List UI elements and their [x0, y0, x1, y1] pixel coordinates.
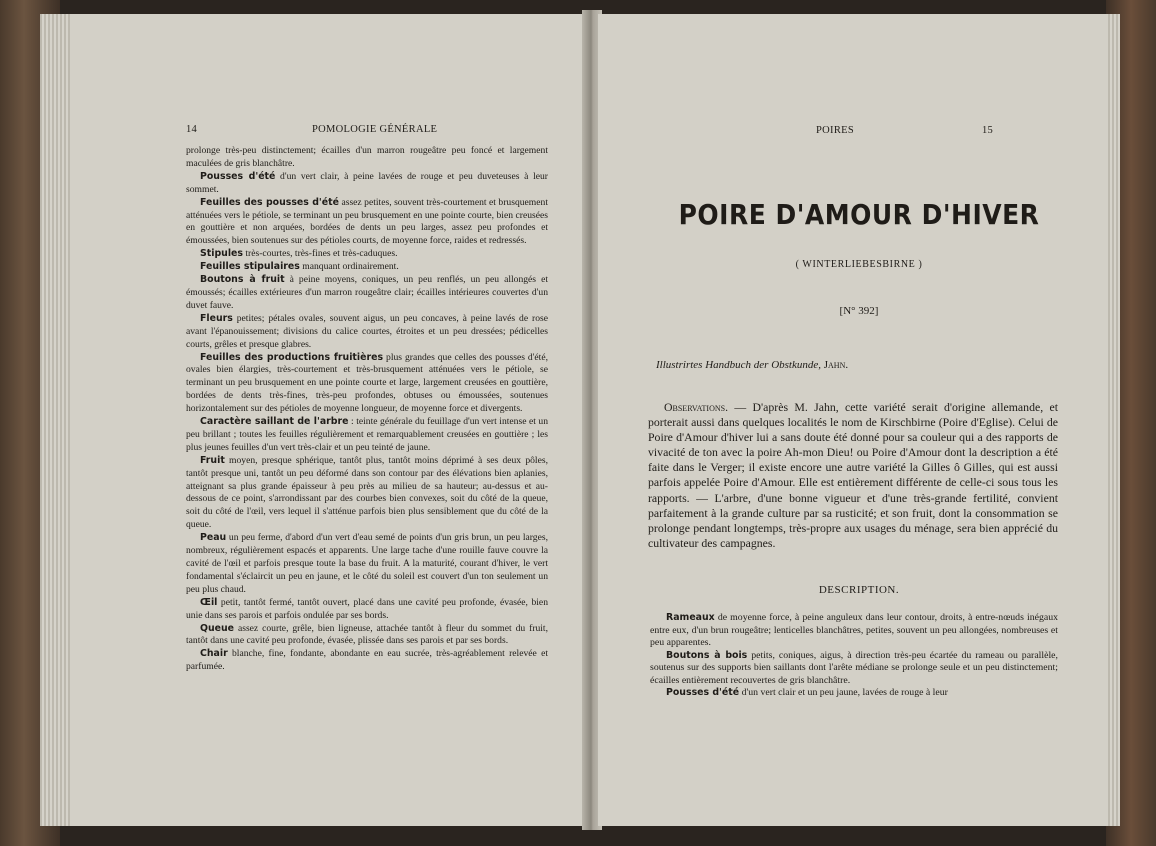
section-heading: DESCRIPTION. [818, 584, 900, 596]
paragraph: Chair blanche, fine, fondante, abondante en eau sucrée, très-agréablement relevée et parfumée. [186, 648, 548, 673]
right-page-number: 15 [982, 125, 994, 136]
paragraph: Feuilles des pousses d'été assez petites, souvent très-courtement et brusquement atténuées vers le pétiole, se terminant un peu brusquement en une pointe courte, bien creusées en gouttière et non arquées, bordées de dents un peu larges, assez peu profondes et émoussées, bien soutenues sur des pétioles courts, de moyenne force, raides et redressés. [186, 196, 548, 247]
paragraph: Feuilles stipulaires manquant ordinairement. [200, 261, 399, 273]
paragraph: Caractère saillant de l'arbre : teinte générale du feuillage d'un vert intense et un peu brillant ; toutes les feuilles régulièrement et remarquablement creusées en gouttière ; les plus jeunes feuilles d'un vert très-clair et un peu teinté de jaune. [186, 416, 549, 453]
paragraph: Pousses d'été d'un vert clair et un peu jaune, lavées de rouge à leur [666, 687, 948, 698]
left-page [40, 14, 585, 826]
page-edges-right [1108, 14, 1120, 826]
paragraph: Pousses d'été d'un vert clair, à peine lavées de rouge et peu duveteuses à leur sommet. [186, 170, 548, 195]
left-body-text [186, 145, 548, 674]
page-edges-left [40, 14, 70, 826]
paragraph: Fleurs petites; pétales ovales, souvent aigus, un peu concaves, à peine lavés de rose avant l'épanouissement; divisions du calice courtes, étroites et un peu dressées; pédicelles courts, grêles et presque glabres. [186, 312, 548, 350]
page-subtitle: ( WINTERLIEBESBIRNE ) [795, 259, 923, 270]
paragraph: Rameaux de moyenne force, à peine anguleux dans leur contour, droits, à entre-nœuds inégaux entre eux, d'un brun rougeâtre; lenticelles blanchâtres, petites, souvent un peu allongées, nombreuses et peu apparentes. [650, 612, 1058, 648]
left-page-number: 14 [186, 124, 198, 135]
paragraph: Queue assez courte, grêle, bien ligneuse, attachée tantôt à fleur du sommet du fruit, tantôt dans une cavité peu profonde, évasée, plissée dans ses parois et par ses bords. [186, 622, 548, 647]
paragraph: Boutons à fruit à peine moyens, coniques, un peu renflés, un peu allongés et émoussés; écailles extérieures d'un marron rougeâtre clair; écailles intérieures couvertes d'un duvet fauve. [186, 274, 548, 311]
description-text [650, 612, 1058, 700]
page-title: POIRE D'AMOUR D'HIVER [678, 198, 1040, 231]
paragraph: Feuilles des productions fruitières plus grandes que celles des pousses d'été, ovales bien élargies, très-courtement et très-brusquement atténuées vers le pétiole, se terminant un peu brusquement en une pointe courte et large, largement creusées en gouttière, bordées de dents très-fines, très-peu profondes, obtuses ou émoussées, soutenues horizontalement sur des pétioles de moyenne longueur, de moyenne force et divergents. [186, 351, 548, 415]
paragraph: Peau un peu ferme, d'abord d'un vert d'eau semé de points d'un gris brun, un peu larges, nombreux, régulièrement espacés et apparents. Une large tache d'une rouille fauve couvre la cavité de l'œil et parfois presque toute la base du fruit. A la maturité, courant d'hiver, le vert fondamental s'éclaircit un peu en jaune, et le côté du soleil est couvert d'un ton seulement un peu plus chaud. [186, 532, 548, 595]
right-page [598, 14, 1120, 826]
paragraph: Boutons à bois petits, coniques, aigus, à direction très-peu écartée du rameau ou parallèle, soutenus sur des supports bien saillants dont l'arête médiane se prolonge seule et un peu distinctement; écailles entièrement recouvertes de gris blanchâtre. [650, 649, 1058, 686]
bibliographic-reference: Illustrirtes Handbuch der Obstkunde, Jahn. [656, 359, 849, 371]
paragraph: Fruit moyen, presque sphérique, tantôt plus, tantôt moins déprimé à ses deux pôles, tantôt presque uni, tantôt un peu déformé dans son contour par des élévations bien aplanies, atteignant sa plus grande épaisseur à peu près au milieu de sa hauteur; au-dessus et au-dessous de ce point, s'arrondissant par des courbes bien convexes, soit du côté de la queue, soit du côté de l'œil, vers lequel il s'atténue parfois bien plus sensiblement que du côté de la queue. [186, 454, 548, 531]
paragraph: prolonge très-peu distinctement; écailles d'un marron rougeâtre peu foncé et largement maculées de gris blanchâtre. [186, 145, 548, 169]
right-running-head: POIRES [816, 125, 854, 136]
left-running-head: POMOLOGIE GÉNÉRALE [312, 124, 438, 135]
variety-number: [N° 392] [839, 305, 879, 317]
paragraph: Stipules très-courtes, très-fines et très-caduques. [200, 248, 398, 260]
paragraph: Œil petit, tantôt fermé, tantôt ouvert, placé dans une cavité peu profonde, évasée, bien unie dans ses parois et parfois ondulée par ses bords. [186, 596, 548, 621]
observations-paragraph: Observations. — D'après M. Jahn, cette variété serait d'origine allemande, et porterait aussi dans quelques localités le nom de Kirschbirne (Poire d'Eglise). Celui de Poire d'Amour d'hiver lui a sans doute été donné pour sa couleur qui a des rapports de vivacité de ton avec la poire Ah-mon Dieu! ou Poire d'Amour dont la description a été faite dans le Verger; il existe encore une autre variété la Gilles ô Gilles, qui est aussi parfois appelée Poire d'Amour. Elle est entièrement différente de celle-ci sous tous les rapports. — L'arbre, d'une bonne vigueur et d'une très-grande fertilité, convient parfaitement à la grande culture par sa rusticité; et son fruit, dont la consommation se prolonge pendant longtemps, très-propre aux usages du ménage, sera bien apprécié du cultivateur des campagnes. [648, 400, 1058, 550]
